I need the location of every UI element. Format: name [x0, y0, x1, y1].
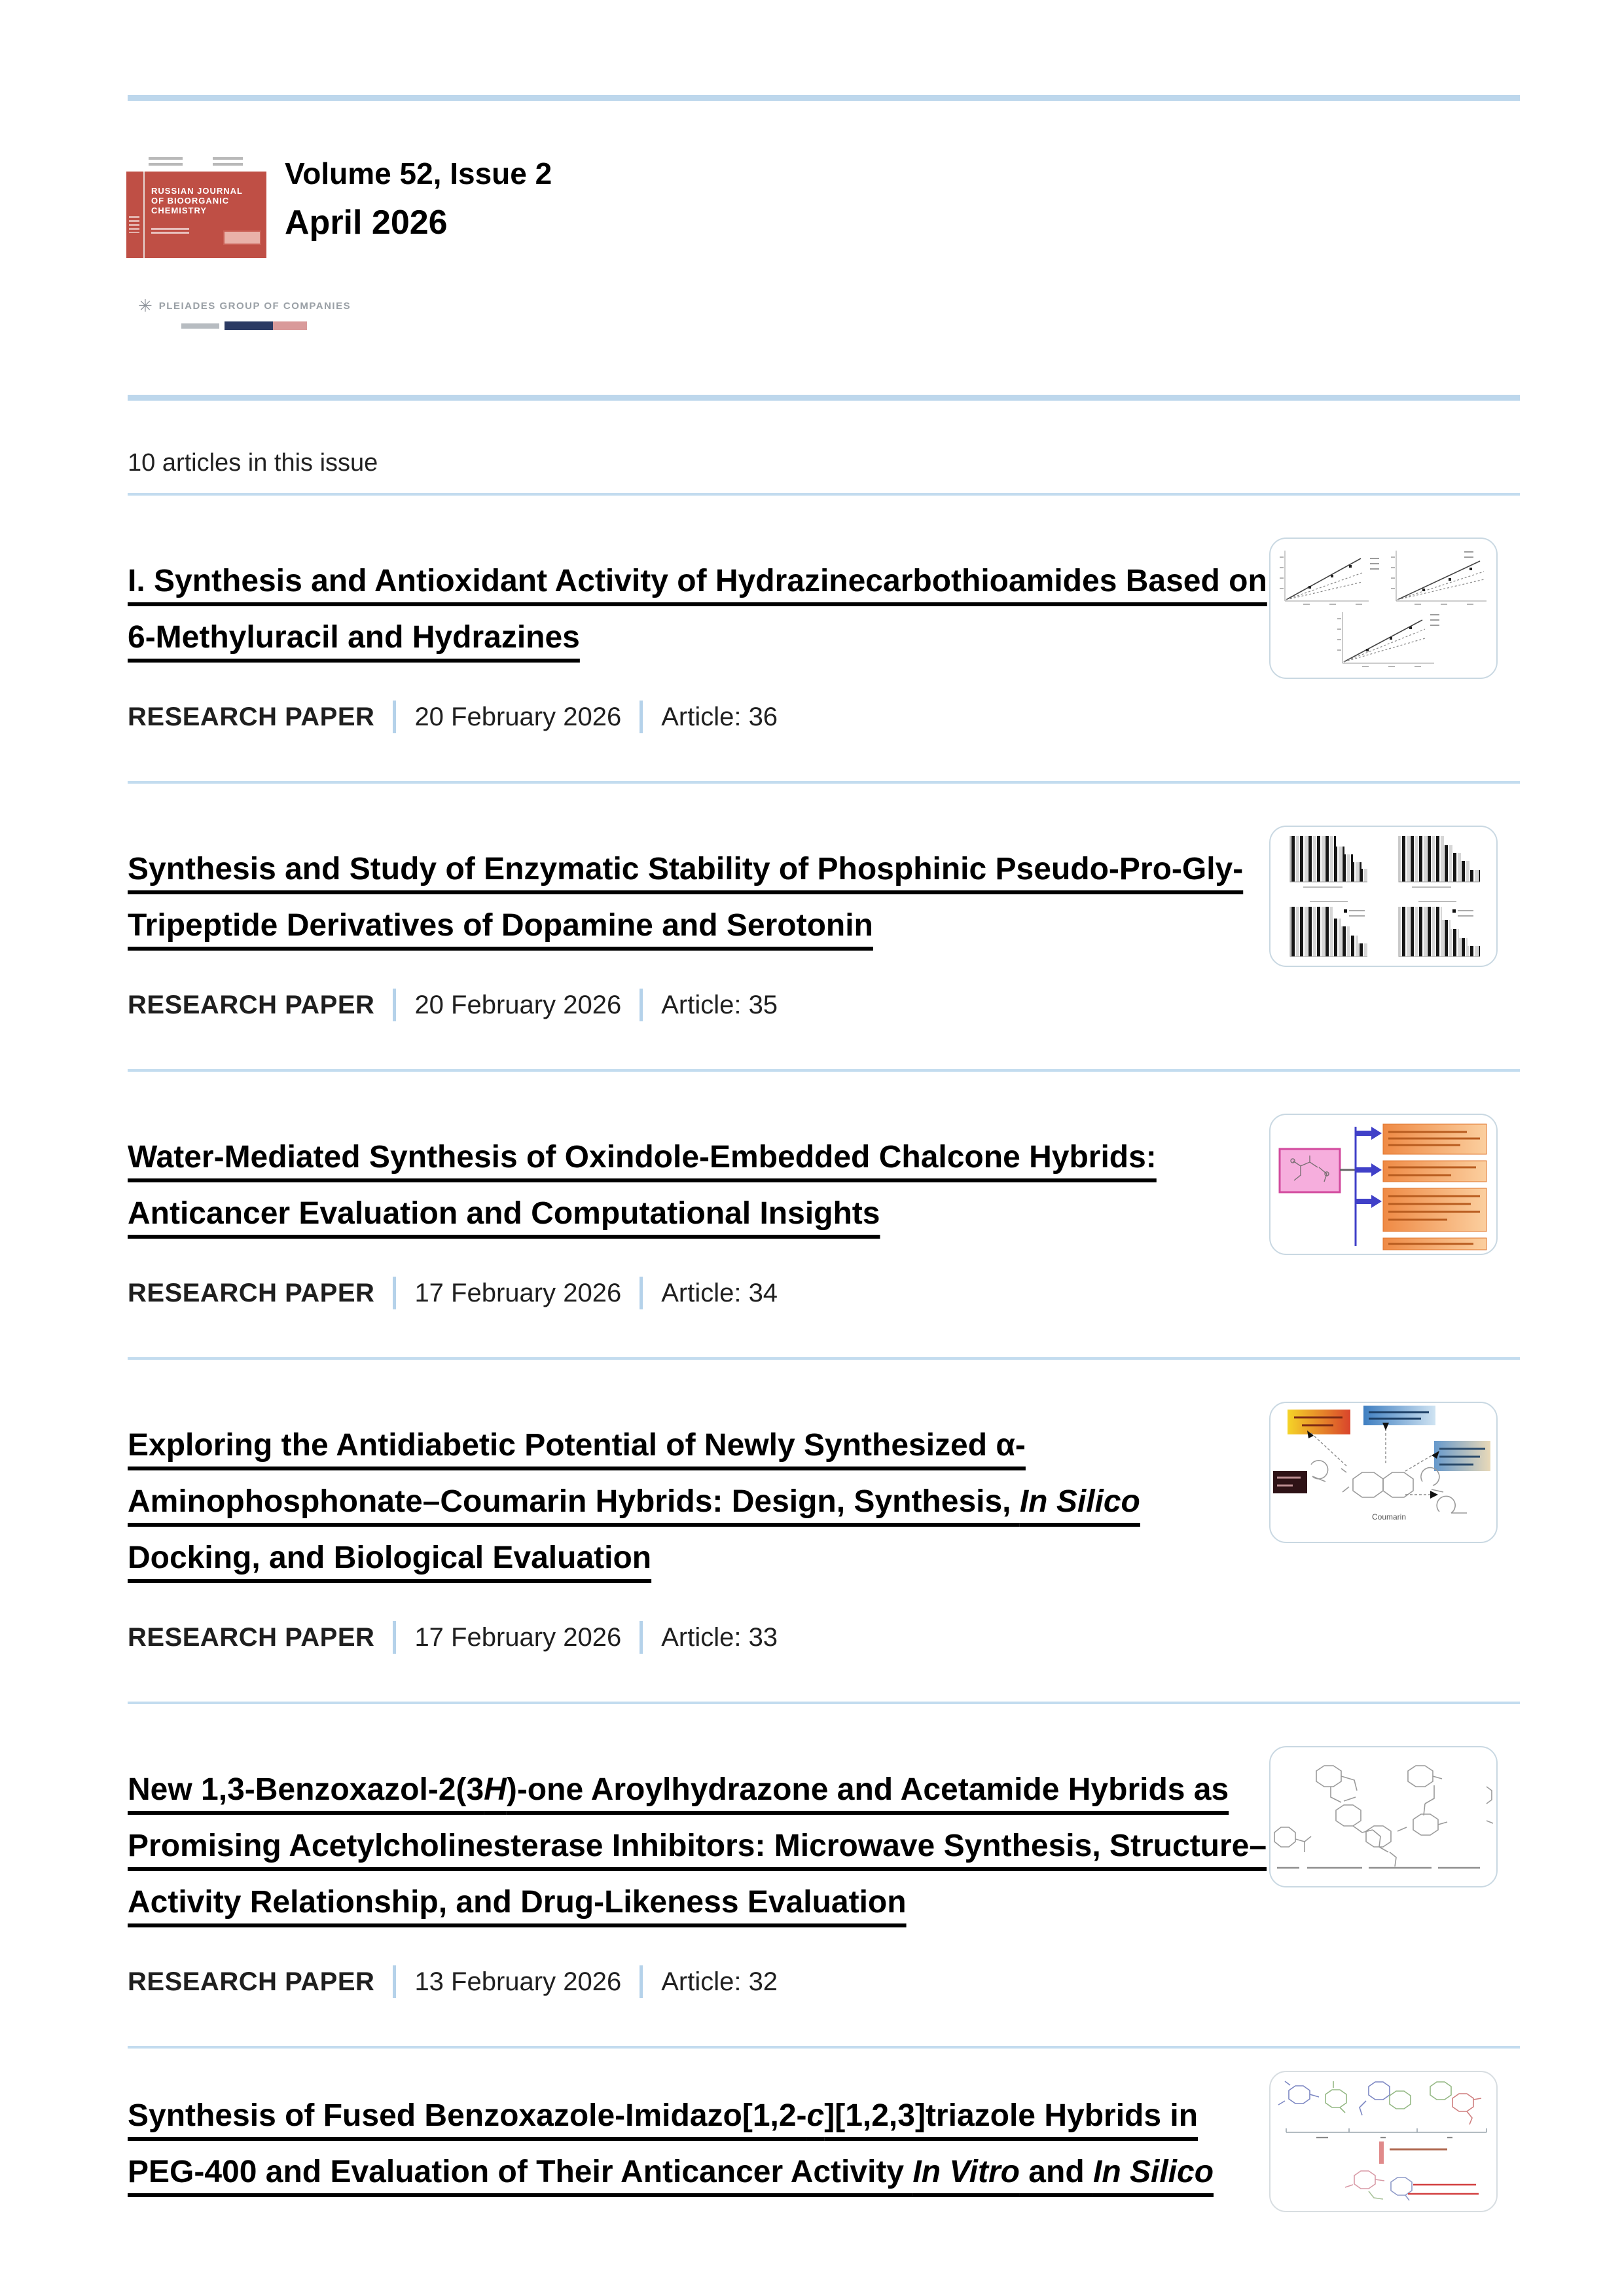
meta-divider	[393, 1277, 396, 1309]
article-date: 13 February 2026	[414, 1967, 622, 1996]
article-date: 17 February 2026	[414, 1278, 622, 1307]
cover-top-left-text-placeholder	[149, 157, 183, 168]
article-item	[128, 1072, 1520, 1357]
article-item	[128, 496, 1520, 781]
cover-spine-mark	[129, 216, 139, 233]
article-category: RESEARCH PAPER	[128, 1278, 375, 1307]
meta-divider	[393, 989, 396, 1021]
article-title-link[interactable]: Synthesis and Study of Enzymatic Stability of Phosphinic Pseudo-Pro-Gly-Tripeptide Derivatives of Dopamine and Serotonin	[128, 852, 1244, 943]
pleiades-star-icon: ✳	[138, 296, 153, 316]
article-date: 20 February 2026	[414, 990, 622, 1019]
cover-stripe	[143, 172, 145, 258]
meta-divider	[393, 1621, 396, 1654]
article-date: 20 February 2026	[414, 702, 622, 731]
article-thumbnail-scheme-diagram	[1269, 1114, 1498, 1255]
article-item	[128, 784, 1520, 1069]
mid-accent-bar	[128, 395, 1520, 401]
article-title-link[interactable]: Exploring the Antidiabetic Potential of Newly Synthesized α-Aminophosphonate–Coumarin Hybrids: Design, Synthesis, In Silico Docking, and Biological Evaluation	[128, 1428, 1140, 1575]
article-category: RESEARCH PAPER	[128, 1967, 375, 1996]
volume-issue-title: Volume 52, Issue 2	[285, 156, 552, 191]
article-number: Article: 33	[661, 1622, 778, 1652]
issue-header	[128, 152, 1520, 336]
article-category: RESEARCH PAPER	[128, 702, 375, 731]
cover-editor-lines-placeholder	[151, 228, 189, 234]
article-number: Article: 36	[661, 702, 778, 731]
meta-divider	[393, 1965, 396, 1998]
issue-date: April 2026	[285, 204, 448, 242]
article-category: RESEARCH PAPER	[128, 1622, 375, 1652]
article-meta	[128, 1965, 1520, 1999]
article-meta	[128, 988, 1520, 1022]
article-title-link[interactable]: I. Synthesis and Antioxidant Activity of Hydrazinecarbothioamides Based on 6-Methyluracil and Hydrazines	[128, 564, 1267, 655]
article-thumbnail-coumarin-scheme	[1269, 1402, 1498, 1543]
article-thumbnail-colored-structures	[1269, 2071, 1498, 2212]
meta-divider	[640, 1277, 643, 1309]
article-thumbnail-scatter-plots	[1269, 538, 1498, 679]
article-meta	[128, 1276, 1520, 1310]
meta-divider	[640, 701, 643, 733]
article-number: Article: 35	[661, 990, 778, 1019]
publisher-logo	[138, 296, 351, 330]
article-title-link[interactable]: Synthesis of Fused Benzoxazole-Imidazo[1,2-c][1,2,3]triazole Hybrids in PEG-400 and Evaluation of Their Anticancer Activity In Vitro and In Silico	[128, 2098, 1214, 2189]
top-accent-bar	[128, 95, 1520, 101]
article-number: Article: 32	[661, 1967, 778, 1996]
article-category: RESEARCH PAPER	[128, 990, 375, 1019]
article-number: Article: 34	[661, 1278, 778, 1307]
cover-corner-badge	[223, 230, 261, 245]
article-title-link[interactable]: New 1,3-Benzoxazol-2(3H)-one Aroylhydrazone and Acetamide Hybrids as Promising Acetylcholinesterase Inhibitors: Microwave Synthesis, Structure–Activity Relationship, and Drug-Likeness Evaluation	[128, 1772, 1267, 1920]
article-thumbnail-structures	[1269, 1746, 1498, 1887]
article-count-summary: 10 articles in this issue	[128, 449, 378, 477]
article-item	[128, 2049, 1520, 2248]
journal-cover-image	[126, 152, 266, 267]
meta-divider	[640, 1965, 643, 1998]
cover-top-right-text-placeholder	[213, 157, 243, 168]
article-title-link[interactable]: Water-Mediated Synthesis of Oxindole-Embedded Chalcone Hybrids: Anticancer Evaluation and Computational Insights	[128, 1140, 1157, 1231]
cover-journal-title: RUSSIAN JOURNAL OF BIOORGANIC CHEMISTRY	[151, 186, 243, 215]
article-date: 17 February 2026	[414, 1622, 622, 1652]
article-meta	[128, 1620, 1520, 1654]
cover-red-panel	[126, 172, 266, 258]
article-meta	[128, 700, 1520, 734]
article-thumbnail-bar-charts	[1269, 826, 1498, 967]
svg-text:Coumarin: Coumarin	[1372, 1512, 1407, 1522]
article-item	[128, 1704, 1520, 2046]
meta-divider	[393, 701, 396, 733]
meta-divider	[640, 989, 643, 1021]
publisher-group-name: PLEIADES GROUP OF COMPANIES	[158, 301, 351, 312]
meta-divider	[640, 1621, 643, 1654]
publisher-sub-brand	[181, 321, 351, 330]
article-item	[128, 1360, 1520, 1702]
